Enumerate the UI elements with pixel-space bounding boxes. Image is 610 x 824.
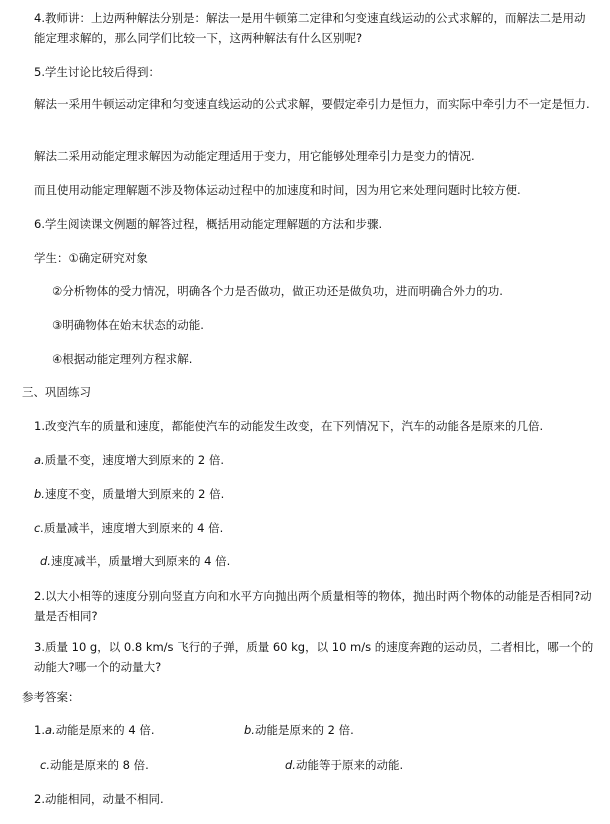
student-step2: ②分析物体的受力情况，明确各个力是否做功，做正功还是做负功，进而明确合外力的功. xyxy=(52,284,503,298)
method1-paragraph: 解法一采用牛顿运动定律和匀变速直线运动的公式求解，要假定牵引力是恒力，而实际中牵引力不一定是恒力. xyxy=(34,97,590,111)
student-step3: ③明确物体在始末状态的动能. xyxy=(52,318,204,332)
answer1-prefix: 1. xyxy=(34,723,45,737)
question3-paragraph: 3.质量 10 g，以 0.8 km/s 飞行的子弹，质量 60 kg，以 10 m/s 的速度奔跑的运动员，二者相比，哪一个的动能大?哪一个的动量大? xyxy=(34,640,594,674)
answer-b-letter: b. xyxy=(244,723,255,737)
answer-d-text: 动能等于原来的动能. xyxy=(295,758,404,772)
answer-b-text: 动能是原来的 2 倍. xyxy=(254,723,354,737)
question1-option-a xyxy=(34,450,610,470)
student-step1: 学生：①确定研究对象 xyxy=(34,251,148,265)
option-text: 速度不变，质量增大到原来的 2 倍. xyxy=(44,487,225,501)
option-text: 质量不变，速度增大到原来的 2 倍. xyxy=(44,453,224,467)
answer-a-text: 动能是原来的 4 倍. xyxy=(55,723,155,737)
option-letter: c. xyxy=(34,521,44,535)
answer-b xyxy=(244,720,354,740)
step5-paragraph: 5.学生讨论比较后得到： xyxy=(34,65,160,79)
option-letter: a. xyxy=(34,453,45,467)
note-accel-paragraph: 而且使用动能定理解题不涉及物体运动过程中的加速度和时间，因为用它来处理问题时比较方便. xyxy=(34,183,521,197)
option-letter: b. xyxy=(34,487,45,501)
question1-stem: 1.改变汽车的质量和速度，都能使汽车的动能发生改变，在下列情况下，汽车的动能各是原来的几倍. xyxy=(34,419,544,433)
answer-d xyxy=(285,755,403,775)
answer2-paragraph: 2.动能相同，动量不相同. xyxy=(34,792,164,806)
question1-option-d xyxy=(40,551,610,571)
question1-option-c xyxy=(34,518,610,538)
answer-c-text: 动能是原来的 8 倍. xyxy=(49,758,149,772)
answers-heading: 参考答案： xyxy=(22,690,80,704)
answer-a-letter: a. xyxy=(44,723,56,737)
option-text: 质量减半，速度增大到原来的 4 倍. xyxy=(43,521,224,535)
question2-paragraph: 2.以大小相等的速度分别向竖直方向和水平方向抛出两个质量相等的物体，抛出时两个物体的动能是否相同?动量是否相同? xyxy=(34,589,592,623)
step6-paragraph: 6.学生阅读课文例题的解答过程，概括用动能定理解题的方法和步骤. xyxy=(34,217,383,231)
student-step4: ④根据动能定理列方程求解. xyxy=(52,352,193,366)
section-practice-heading: 三、巩固练习 xyxy=(22,385,91,399)
answer-d-letter: d. xyxy=(285,758,296,772)
answer1-row-ab xyxy=(34,720,610,740)
answer1-row-cd xyxy=(40,755,610,775)
question1-option-b xyxy=(34,484,610,504)
option-letter: d. xyxy=(40,554,51,568)
method2-paragraph: 解法二采用动能定理求解因为动能定理适用于变力，用它能够处理牵引力是变力的情况. xyxy=(34,149,475,163)
option-text: 速度减半，质量增大到原来的 4 倍. xyxy=(50,554,231,568)
teacher-intro-paragraph: 4.教师讲：上边两种解法分别是：解法一是用牛顿第二定律和匀变速直线运动的公式求解的，而解法二是用动能定理求解的，那么同学们比较一下，这两种解法有什么区别呢? xyxy=(34,11,586,45)
answer-c-letter: c. xyxy=(40,758,50,772)
